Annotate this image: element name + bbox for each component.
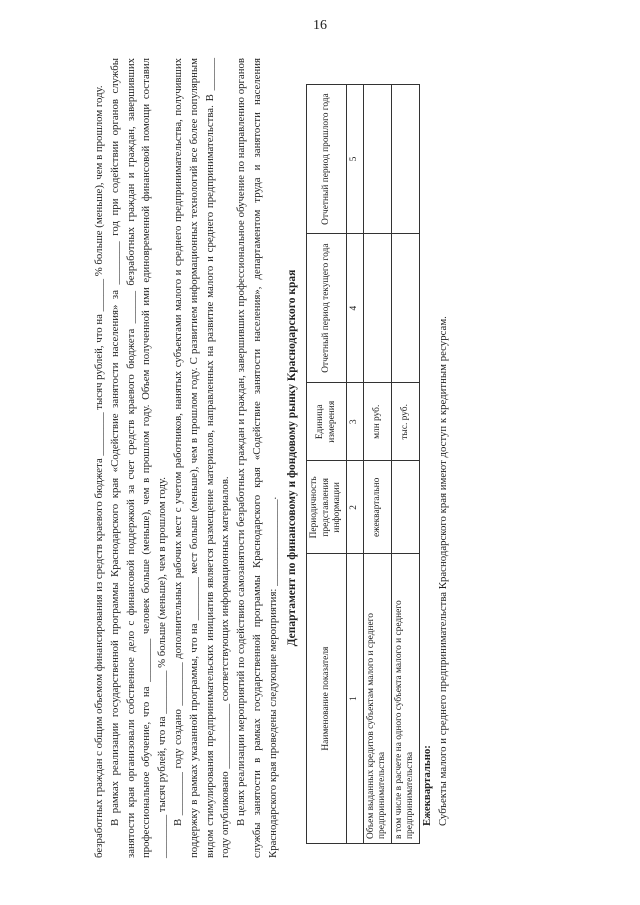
row-unit: тыс. руб. <box>391 383 419 461</box>
column-number: 5 <box>346 85 363 234</box>
row-indicator-name: в том числе в расчете на одного субъекта малого и среднего предпринимательства <box>391 554 419 844</box>
column-number: 2 <box>346 461 363 554</box>
paragraph-measures: В целях реализации мероприятий по содействию самозанятости безработных граждан и граждан, завершивших профессиональное обучение по направлению органов службы занятости в рамках государственной программы Краснодарского края «Содействие занятости населения», департаментом труда и занятости населения Краснодарского края проведены следующие мероприятия: ________________. <box>235 58 279 858</box>
row-unit: млн руб. <box>363 383 391 461</box>
paragraph-new-jobs: В ________ году создано ________ дополнительных рабочих мест с учетом работников, нанятых субъектами малого и среднего предпринимательства, получивших поддержку в рамках указанной программы, что на ________ мест больше (меньше), чем в прошлом году. С развитием информационных технологий все более популярным видом стимулирования предпринимательских инициатив является размещение материалов, направленных на развитие малого и среднего предпринимательства. В ______ году опубликовано ____________ соответствующих информационных материалов. <box>171 58 232 858</box>
header-current-period: Отчетный период текущего года <box>307 234 347 383</box>
row-current-value <box>363 234 391 383</box>
column-number: 1 <box>346 554 363 844</box>
header-indicator-name: Наименование показателя <box>307 554 347 844</box>
row-indicator-name: Объем выданных кредитов субъектам малого и среднего предпринимательства <box>363 554 391 844</box>
paragraph-self-employment: В рамках реализации государственной программы Краснодарского края «Содействие занятости населения» за ________ год при содействии органов службы занятости края организовали собственное дело с финансовой поддержкой за счет средств краевого бюджета ______ безработных граждан и граждан, завершивших профессиональное обучение, что на ________ человек больше (меньше), чем в прошлом году. Объем полученной ими единовременной финансовой помощи составил ________ тысяч рублей, что на ________ % больше (меньше), чем в прошлом году. <box>108 58 169 858</box>
paragraph-budget-financing: безработных граждан с общим объемом финансирования из средств краевого бюджета ________ тысяч рублей, что на ______ % больше (меньше), чем в прошлом году. <box>93 85 105 858</box>
page-number: 16 <box>313 18 327 33</box>
row-periodicity <box>391 461 419 554</box>
section-title: Департамент по финансовому и фондовому рынку Краснодарского края <box>285 269 298 647</box>
row-current-value <box>391 234 419 383</box>
column-number: 3 <box>346 383 363 461</box>
table-row <box>363 85 391 844</box>
table-row <box>391 85 419 844</box>
row-previous-value <box>363 85 391 234</box>
rotated-content <box>92 58 604 858</box>
table-column-numbers <box>346 85 363 844</box>
header-previous-period: Отчетный период прошлого года <box>307 85 347 234</box>
column-number: 4 <box>346 234 363 383</box>
quarterly-heading: Ежеквартально: <box>420 745 433 826</box>
table-header-row <box>307 85 347 844</box>
row-previous-value <box>391 85 419 234</box>
header-unit: Единица измерения <box>307 383 347 461</box>
row-periodicity: ежеквартально <box>363 461 391 554</box>
indicators-table <box>306 84 420 844</box>
header-periodicity: Периодичность представления информации <box>307 461 347 554</box>
quarterly-text: Субъекты малого и среднего предпринимательства Краснодарского края имеют доступ к кредитным ресурсам. <box>436 316 449 826</box>
